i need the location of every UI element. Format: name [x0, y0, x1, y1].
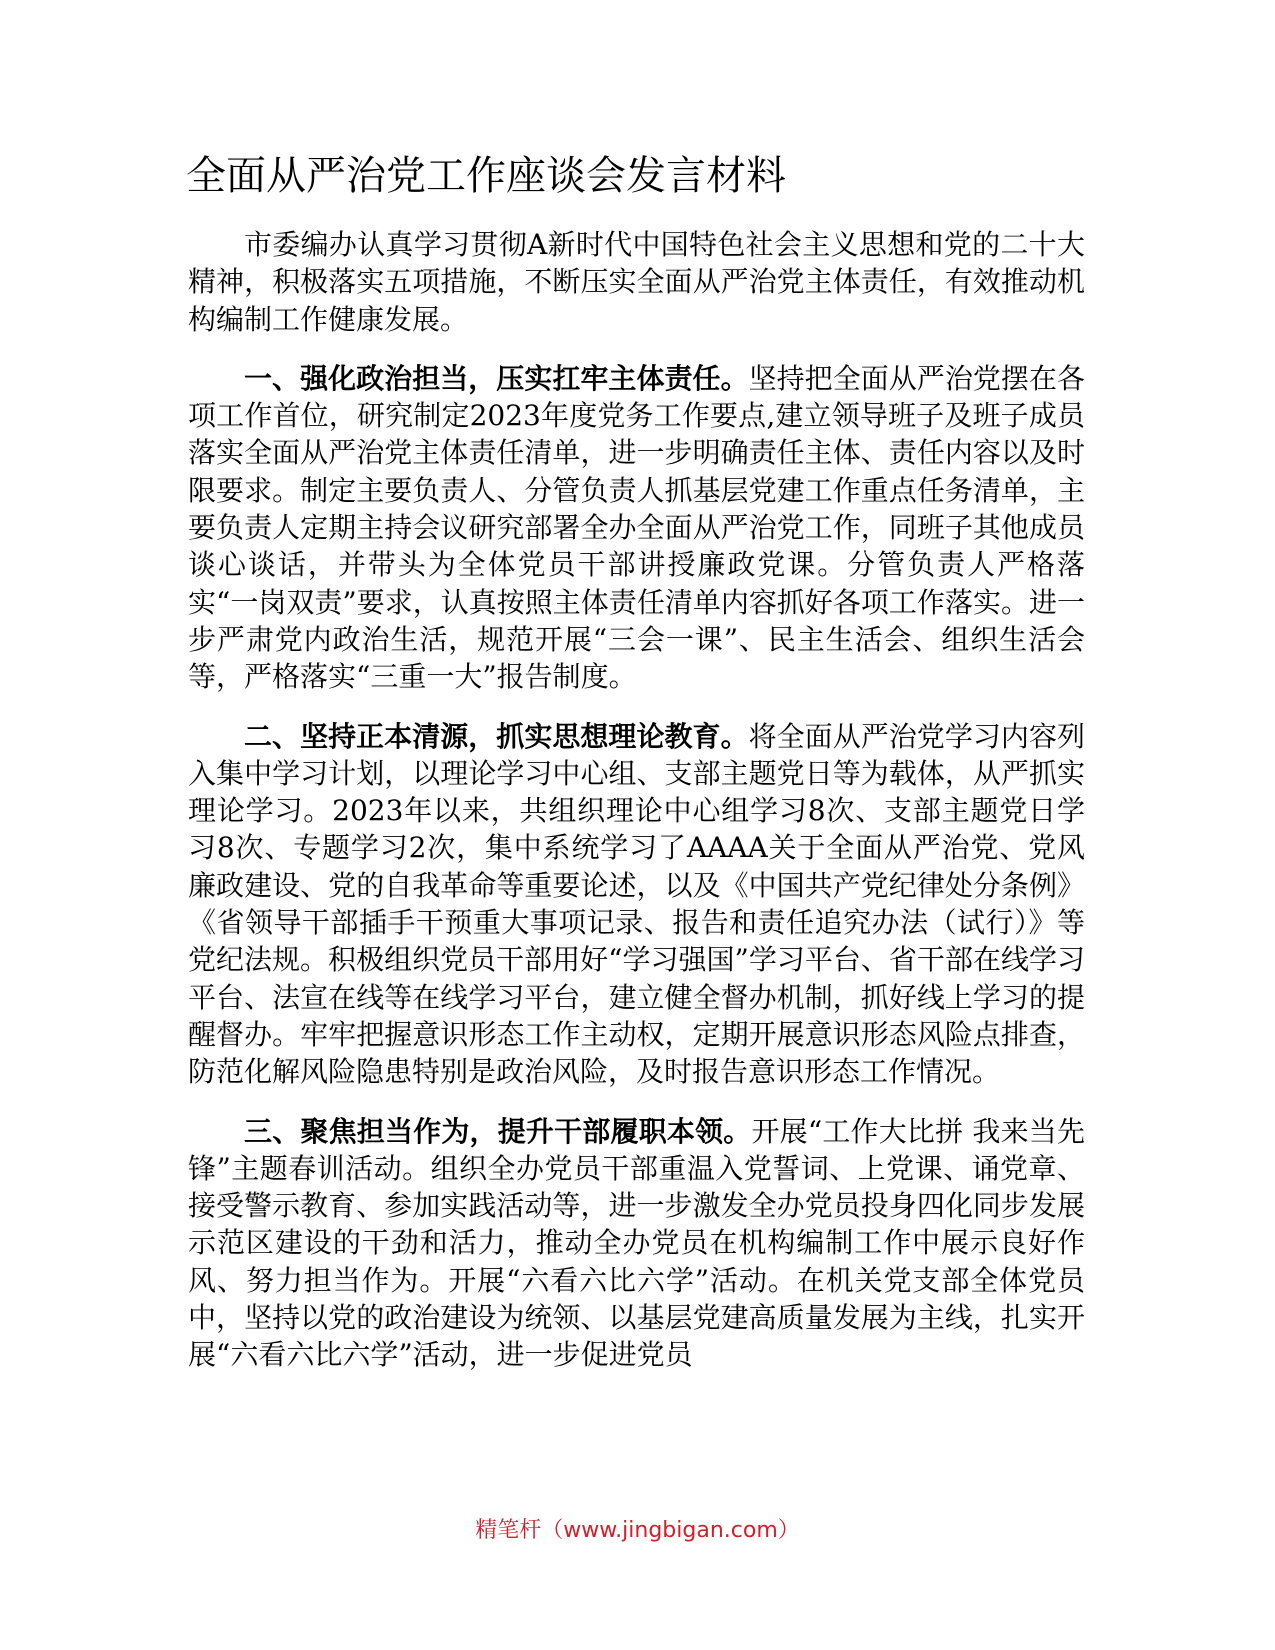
section-heading-1: 一、强化政治担当，压实扛牢主体责任。: [244, 361, 749, 395]
section-paragraph-3: [188, 1113, 1085, 1374]
section-text-2: 将全面从严治党学习内容列入集中学习计划，以理论学习中心组、支部主题党日等为载体，从严抓实理论学习。2023年以来，共组织理论中心组学习8次、支部主题党日学习8次、专题学习2次，集中系统学习了AAAA关于全面从严治党、党风廉政建设、党的自我革命等重要论述，以及《中国共产党纪律处分条例》《省领导干部插手干预重大事项记录、报告和责任追究办法（试行）》等党纪法规。积极组织党员干部用好“学习强国”学习平台、省干部在线学习平台、法宣在线等在线学习平台，建立健全督办机制，抓好线上学习的提醒督办。牢牢把握意识形态工作主动权，定期开展意识形态风险点排查，防范化解风险隐患特别是政治风险，及时报告意识形态工作情况。: [188, 719, 1085, 1089]
footer-watermark-link[interactable]: 精笔杆（www.jingbigan.com）: [475, 1518, 800, 1543]
section-paragraph-1: [188, 360, 1085, 696]
document-body: [188, 226, 1085, 1396]
section-text-1: 坚持把全面从严治党摆在各项工作首位，研究制定2023年度党务工作要点,建立领导班子及班子成员落实全面从严治党主体责任清单，进一步明确责任主体、责任内容以及时限要求。制定主要负责人、分管负责人抓基层党建工作重点任务清单，主要负责人定期主持会议研究部署全办全面从严治党工作，同班子其他成员谈心谈话，并带头为全体党员干部讲授廉政党课。分管负责人严格落实“一岗双责”要求，认真按照主体责任清单内容抓好各项工作落实。进一步严肃党内政治生活，规范开展“三会一课”、民主生活会、组织生活会等，严格落实“三重一大”报告制度。: [188, 361, 1085, 694]
intro-paragraph: 市委编办认真学习贯彻A新时代中国特色社会主义思想和党的二十大精神，积极落实五项措施，不断压实全面从严治党主体责任，有效推动机构编制工作健康发展。: [188, 228, 1085, 336]
section-heading-3: 三、聚焦担当作为，提升干部履职本领。: [244, 1114, 752, 1148]
document-title: 全面从严治党工作座谈会发言材料: [186, 153, 786, 199]
section-text-3: 开展“工作大比拼 我来当先锋”主题春训活动。组织全办党员干部重温入党誓词、上党课、诵党章、接受警示教育、参加实践活动等，进一步激发全办党员投身四化同步发展示范区建设的干劲和活力，推动全办党员在机构编制工作中展示良好作风、努力担当作为。开展“六看六比六学”活动。在机关党支部全体党员中，坚持以党的政治建设为统领、以基层党建高质量发展为主线，扎实开展“六看六比六学”活动，进一步促进党员: [188, 1114, 1085, 1372]
section-heading-2: 二、坚持正本清源，抓实思想理论教育。: [244, 719, 749, 753]
section-paragraph-2: [188, 718, 1085, 1091]
